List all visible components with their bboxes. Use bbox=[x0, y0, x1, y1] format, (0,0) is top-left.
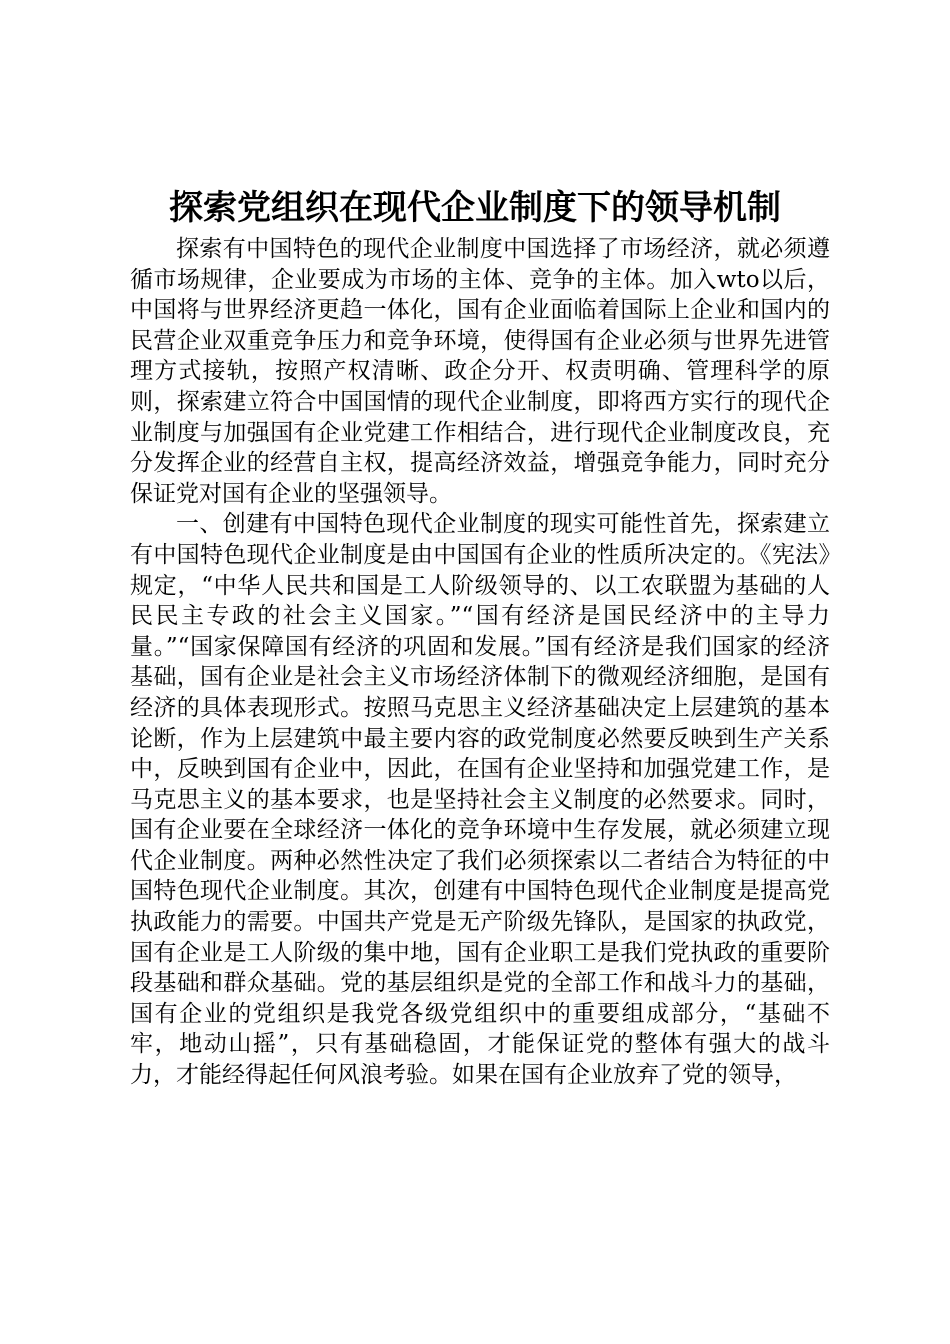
paragraph-intro: 探索有中国特色的现代企业制度中国选择了市场经济，就必须遵循市场规律，企业要成为市场的主体、竞争的主体。加入wto以后，中国将与世界经济更趋一体化，国有企业面临着国际上企业和国内的民营企业双重竞争压力和竞争环境，使得国有企业必须与世界先进管理方式接轨，按照产权清晰、政企分开、权责明确、管理科学的原则，探索建立符合中国国情的现代企业制度，即将西方实行的现代企业制度与加强国有企业党建工作相结合，进行现代企业制度改良，充分发挥企业的经营自主权，提高经济效益，增强竞争能力，同时充分保证党对国有企业的坚强领导。 bbox=[130, 236, 830, 507]
document-body bbox=[130, 234, 830, 1091]
document-title: 探索党组织在现代企业制度下的领导机制 bbox=[169, 188, 781, 228]
paragraph-section-one: 一、创建有中国特色现代企业制度的现实可能性首先，探索建立有中国特色现代企业制度是由中国国有企业的性质所决定的。《宪法》规定，“中华人民共和国是工人阶级领导的、以工农联盟为基础的人民民主专政的社会主义国家。”“国有经济是国民经济中的主导力量。”“国家保障国有经济的巩固和发展。”国有经济是我们国家的经济基础，国有企业是社会主义市场经济体制下的微观经济细胞，是国有经济的具体表现形式。按照马克思主义经济基础决定上层建筑的基本论断，作为上层建筑中最主要内容的政党制度必然要反映到生产关系中，反映到国有企业中，因此，在国有企业坚持和加强党建工作，是马克思主义的基本要求，也是坚持社会主义制度的必然要求。同时，国有企业要在全球经济一体化的竞争环境中生存发展，就必须建立现代企业制度。两种必然性决定了我们必须探索以二者结合为特征的中国特色现代企业制度。其次，创建有中国特色现代企业制度是提高党执政能力的需要。中国共产党是无产阶级先锋队，是国家的执政党，国有企业是工人阶级的集中地，国有企业职工是我们党执政的重要阶段基础和群众基础。党的基层组织是党的全部工作和战斗力的基础，国有企业的党组织是我党各级党组织中的重要组成部分，“基础不牢，地动山摇”，只有基础稳固，才能保证党的整体有强大的战斗力，才能经得起任何风浪考验。如果在国有企业放弃了党的领导， bbox=[130, 511, 830, 1089]
